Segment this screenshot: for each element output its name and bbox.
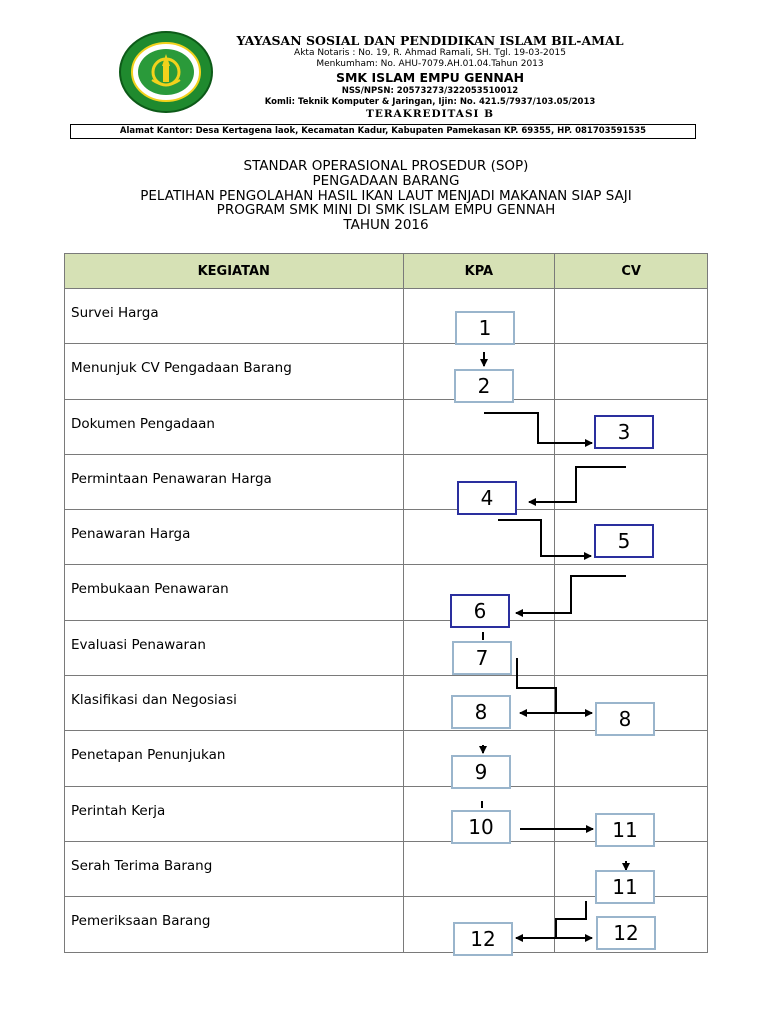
org-name: YAYASAN SOSIAL DAN PENDIDIKAN ISLAM BIL-AMAL [236,33,624,48]
flow-step-box: 1 [455,311,515,345]
flow-step-box: 6 [450,594,510,628]
activity-cell: Pembukaan Penawaran [65,565,404,620]
activity-cell: Menunjuk CV Pengadaan Barang [65,344,404,399]
table-row [65,344,708,399]
flow-step-box: 2 [454,369,514,403]
flow-step-box: 8 [595,702,655,736]
title-line: STANDAR OPERASIONAL PROSEDUR (SOP) [243,158,529,174]
activity-cell: Permintaan Penawaran Harga [65,454,404,509]
table-row [65,454,708,509]
notary-deed: Akta Notaris : No. 19, R. Ahmad Ramali, SH. Tgl. 19-03-2015 [294,48,566,58]
activity-cell: Survei Harga [65,289,404,344]
activity-cell: Perintah Kerja [65,786,404,841]
flow-step-box: 11 [595,813,655,847]
flow-step-box: 12 [596,916,656,950]
header-kpa: KPA [403,254,555,289]
sop-table [64,253,708,953]
kumham-number: Menkumham: No. AHU-7079.AH.01.04.Tahun 2013 [316,59,544,69]
table-row [65,731,708,786]
activity-cell: Evaluasi Penawaran [65,620,404,675]
flow-step-box: 9 [451,755,511,789]
activity-cell: Klasifikasi dan Negosiasi [65,676,404,731]
title-line: PENGADAAN BARANG [312,172,460,189]
nss-npsn: NSS/NPSN: 20573273/322053510012 [341,86,519,96]
office-address: Alamat Kantor: Desa Kertagena laok, Kecamatan Kadur, Kabupaten Pamekasan KP. 69355, HP. 081703591535 [70,124,696,139]
flow-step-box: 3 [594,415,654,449]
accreditation: TERAKREDITASI B [366,108,494,120]
header-kegiatan: KEGIATAN [65,254,404,289]
activity-cell: Serah Terima Barang [65,841,404,896]
activity-cell: Pemeriksaan Barang [65,897,404,952]
table-row [65,289,708,344]
flow-step-box: 11 [595,870,655,904]
activity-cell: Dokumen Pengadaan [65,399,404,454]
flow-step-box: 5 [594,524,654,558]
flow-step-box: 4 [457,481,517,515]
header-cv: CV [555,254,708,289]
table-row [65,620,708,675]
flow-step-box: 7 [452,641,512,675]
flow-step-box: 10 [451,810,511,844]
school-logo [118,30,214,114]
activity-cell: Penetapan Penunjukan [65,731,404,786]
flow-step-box: 12 [453,922,513,956]
school-name: SMK ISLAM EMPU GENNAH [335,70,525,85]
document-titles [64,159,708,233]
komli-license: Komli: Teknik Komputer & Jaringan, Ijin: No. 421.5/7937/103.05/2013 [264,97,596,107]
title-line: PROGRAM SMK MINI DI SMK ISLAM EMPU GENNAH [216,202,556,219]
table-row [65,565,708,620]
title-line: TAHUN 2016 [343,217,429,234]
title-line: PELATIHAN PENGOLAHAN HASIL IKAN LAUT MENJADI MAKANAN SIAP SAJI [140,187,632,204]
activity-cell: Penawaran Harga [65,510,404,565]
flow-step-box: 8 [451,695,511,729]
